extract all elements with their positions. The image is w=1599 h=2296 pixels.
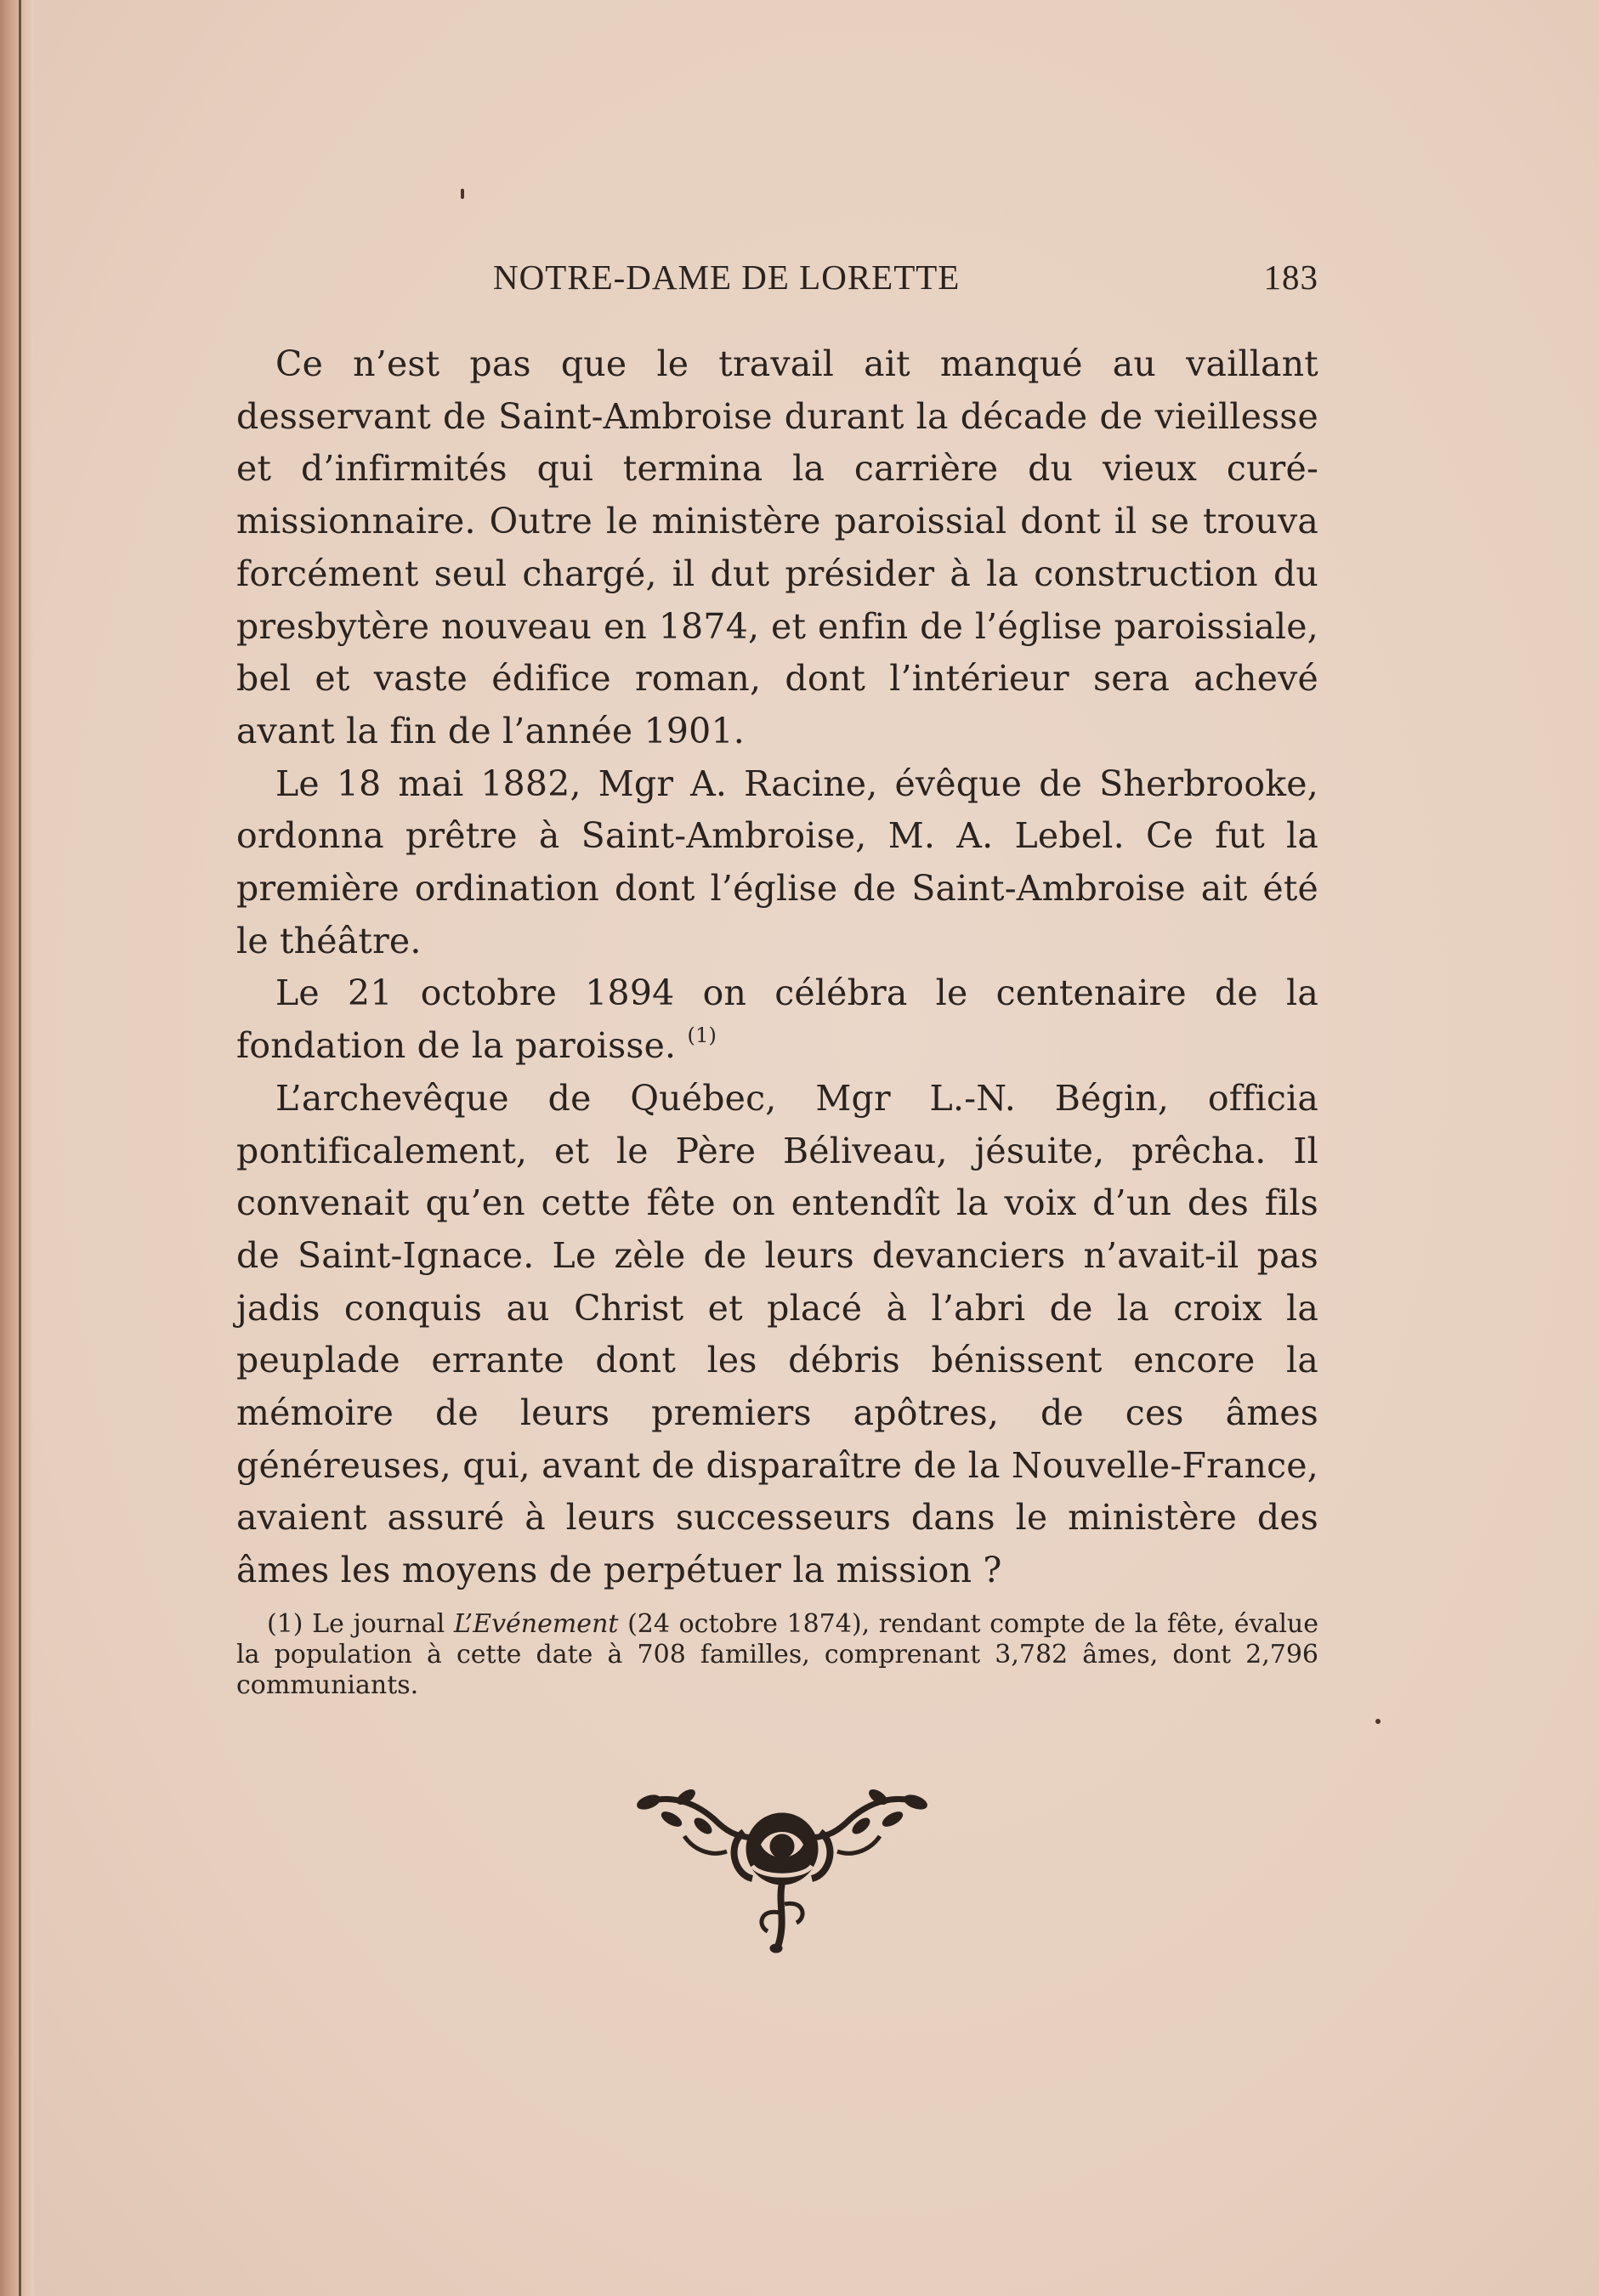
paragraph: Le 18 mai 1882, Mgr A. Racine, évêque de Sherbrooke, ordonna prêtre à Saint-Ambroise, M. A. Lebel. Ce fut la première ordination dont l’église de Saint-Ambroise ait été le théâtre.	[236, 762, 1318, 961]
footnote-text-after: (24 octobre 1874), rendant compte de la fête, évalue la population à cette date à 708 familles, comprenant 3,782 âmes, dont 2,796 communiants.	[236, 1609, 1318, 1700]
footnote-marker: (1)	[267, 1609, 303, 1639]
paragraph: Ce n’est pas que le travail ait manqué au vaillant desservant de Saint-Ambroise durant la décade de vieillesse et d’infirmités qui termina la carrière du vieux curé-missionnaire. Outre le ministère paroissial dont il se trouva forcément seul chargé, il dut présider à la construction du presbytère nouveau en 1874, et enfin de l’église paroissiale, bel et vaste édifice roman, dont l’intérieur sera achevé avant la fin de l’année 1901.	[236, 343, 1318, 751]
footnote-journal-title: L’Evénement	[453, 1609, 619, 1639]
footnote-text-before: Le journal	[312, 1609, 445, 1639]
page-number: 183	[1263, 258, 1318, 297]
paper-speck	[461, 189, 464, 199]
running-title: NOTRE-DAME DE LORETTE	[493, 258, 961, 297]
floral-tailpiece-icon	[633, 1785, 931, 1955]
page-binding-line	[19, 0, 21, 2296]
footnote-text	[236, 1609, 1318, 1701]
paragraph-text: Le 21 octobre 1894 on célébra le centenaire de la fondation de la paroisse.	[236, 972, 1318, 1067]
paragraph: L’archevêque de Québec, Mgr L.-N. Bégin, officia pontificalement, et le Père Béliveau, jésuite, prêcha. Il convenait qu’en cette fête on entendît la voix d’un des fils de Saint-Ignace. Le zèle de leurs devanciers n’avait-il pas jadis conquis au Christ et placé à l’abri de la croix la peuplade errante dont les débris bénissent encore la mémoire de leurs premiers apôtres, de ces âmes généreuses, qui, avant de disparaître de la Nouvelle-France, avaient assuré à leurs successeurs dans le ministère des âmes les moyens de perpétuer la mission ?	[236, 1077, 1318, 1591]
paper-speck	[1375, 1719, 1381, 1724]
paragraph	[236, 967, 1318, 1072]
body-text	[236, 338, 1318, 1597]
running-header	[236, 257, 1318, 299]
footnote-reference: (1)	[687, 1023, 717, 1048]
page-binding-edge	[0, 0, 34, 2296]
footnote	[236, 1609, 1318, 1701]
